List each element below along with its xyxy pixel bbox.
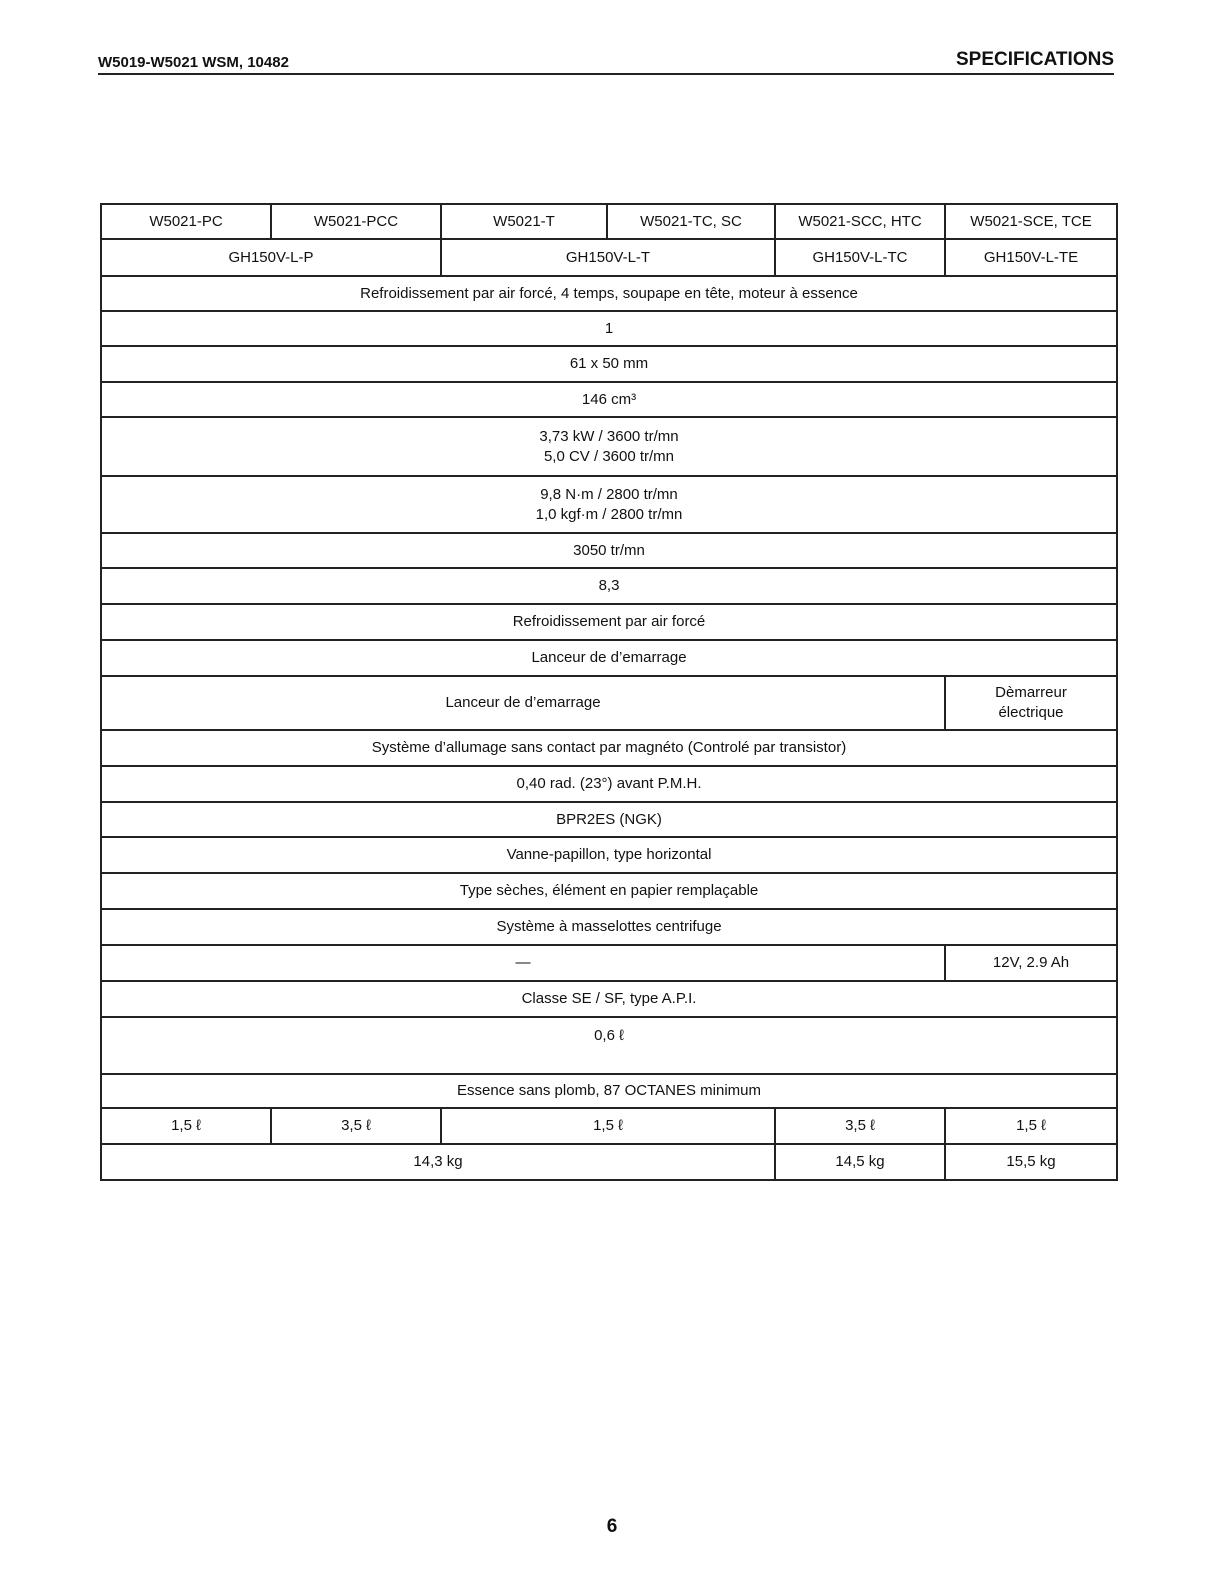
cooling-cell: Refroidissement par air forcé — [101, 604, 1117, 640]
torque-kgfm: 1,0 kgf·m / 2800 tr/mn — [535, 505, 683, 523]
table-row — [101, 311, 1117, 346]
air-filter-cell: Type sèches, élément en papier remplaçable — [101, 873, 1117, 909]
engine-model-cell: GH150V-L-P — [101, 239, 441, 276]
table-row — [101, 533, 1117, 568]
table-row — [101, 604, 1117, 640]
torque-nm: 9,8 N·m / 2800 tr/mn — [540, 485, 678, 503]
model-cell: W5021-TC, SC — [607, 204, 775, 239]
displacement-cell: 146 cm³ — [101, 382, 1117, 417]
table-row — [101, 837, 1117, 873]
starter-electric-line: Dèmarreur — [995, 684, 1067, 701]
fuel-tank-cell: 1,5 ℓ — [945, 1108, 1117, 1144]
starter-electric-cell — [945, 676, 1117, 730]
power-kw: 3,73 kW / 3600 tr/mn — [539, 427, 679, 445]
starter-recoil-cell: Lanceur de d’emarrage — [101, 676, 945, 730]
engine-type-cell: Refroidissement par air forcé, 4 temps, soupape en tête, moteur à essence — [101, 276, 1117, 311]
engine-model-cell: GH150V-L-TC — [775, 239, 945, 276]
table-row — [101, 945, 1117, 981]
weight-cell: 15,5 kg — [945, 1144, 1117, 1180]
oil-type-cell: Classe SE / SF, type A.P.I. — [101, 981, 1117, 1017]
table-row — [101, 476, 1117, 533]
specifications-table — [100, 203, 1118, 1181]
table-row — [101, 1108, 1117, 1144]
page-header — [98, 50, 1114, 75]
cylinders-cell: 1 — [101, 311, 1117, 346]
table-row — [101, 382, 1117, 417]
model-cell: W5021-PC — [101, 204, 271, 239]
model-cell: W5021-T — [441, 204, 607, 239]
oil-capacity-cell: 0,6 ℓ — [101, 1017, 1117, 1074]
table-row — [101, 676, 1117, 730]
weight-cell: 14,3 kg — [101, 1144, 775, 1180]
engine-model-cell: GH150V-L-T — [441, 239, 775, 276]
engine-model-cell: GH150V-L-TE — [945, 239, 1117, 276]
ignition-cell: Système d’allumage sans contact par magnéto (Controlé par transistor) — [101, 730, 1117, 766]
table-row — [101, 1074, 1117, 1108]
model-cell: W5021-PCC — [271, 204, 441, 239]
document-reference: W5019-W5021 WSM, 10482 — [98, 54, 289, 71]
ignition-timing-cell: 0,40 rad. (23°) avant P.M.H. — [101, 766, 1117, 802]
fuel-tank-cell: 1,5 ℓ — [441, 1108, 775, 1144]
battery-cell: 12V, 2.9 Ah — [945, 945, 1117, 981]
table-row — [101, 640, 1117, 676]
table-row — [101, 346, 1117, 382]
table-row — [101, 766, 1117, 802]
model-cell: W5021-SCE, TCE — [945, 204, 1117, 239]
power-cell — [101, 417, 1117, 476]
model-cell: W5021-SCC, HTC — [775, 204, 945, 239]
table-row — [101, 204, 1117, 239]
governor-cell: Système à masselottes centrifuge — [101, 909, 1117, 945]
fuel-tank-cell: 1,5 ℓ — [101, 1108, 271, 1144]
table-row — [101, 873, 1117, 909]
weight-cell: 14,5 kg — [775, 1144, 945, 1180]
fuel-cell: Essence sans plomb, 87 OCTANES minimum — [101, 1074, 1117, 1108]
bore-stroke-cell: 61 x 50 mm — [101, 346, 1117, 382]
starter-cell: Lanceur de d’emarrage — [101, 640, 1117, 676]
carburetor-cell: Vanne-papillon, type horizontal — [101, 837, 1117, 873]
compression-cell: 8,3 — [101, 568, 1117, 604]
table-row — [101, 1144, 1117, 1180]
table-row — [101, 239, 1117, 276]
table-row — [101, 417, 1117, 476]
page-number: 6 — [606, 1516, 618, 1537]
spark-plug-cell: BPR2ES (NGK) — [101, 802, 1117, 837]
table-row — [101, 568, 1117, 604]
starter-electric-line: électrique — [998, 704, 1064, 721]
battery-none-cell: — — [101, 945, 945, 981]
table-row — [101, 802, 1117, 837]
fuel-tank-cell: 3,5 ℓ — [271, 1108, 441, 1144]
table-row — [101, 981, 1117, 1017]
section-title: SPECIFICATIONS — [956, 49, 1114, 70]
fuel-tank-cell: 3,5 ℓ — [775, 1108, 945, 1144]
torque-cell — [101, 476, 1117, 533]
table-row — [101, 276, 1117, 311]
rpm-cell: 3050 tr/mn — [101, 533, 1117, 568]
power-cv: 5,0 CV / 3600 tr/mn — [543, 447, 675, 465]
table-row — [101, 909, 1117, 945]
table-row — [101, 1017, 1117, 1074]
table-row — [101, 730, 1117, 766]
